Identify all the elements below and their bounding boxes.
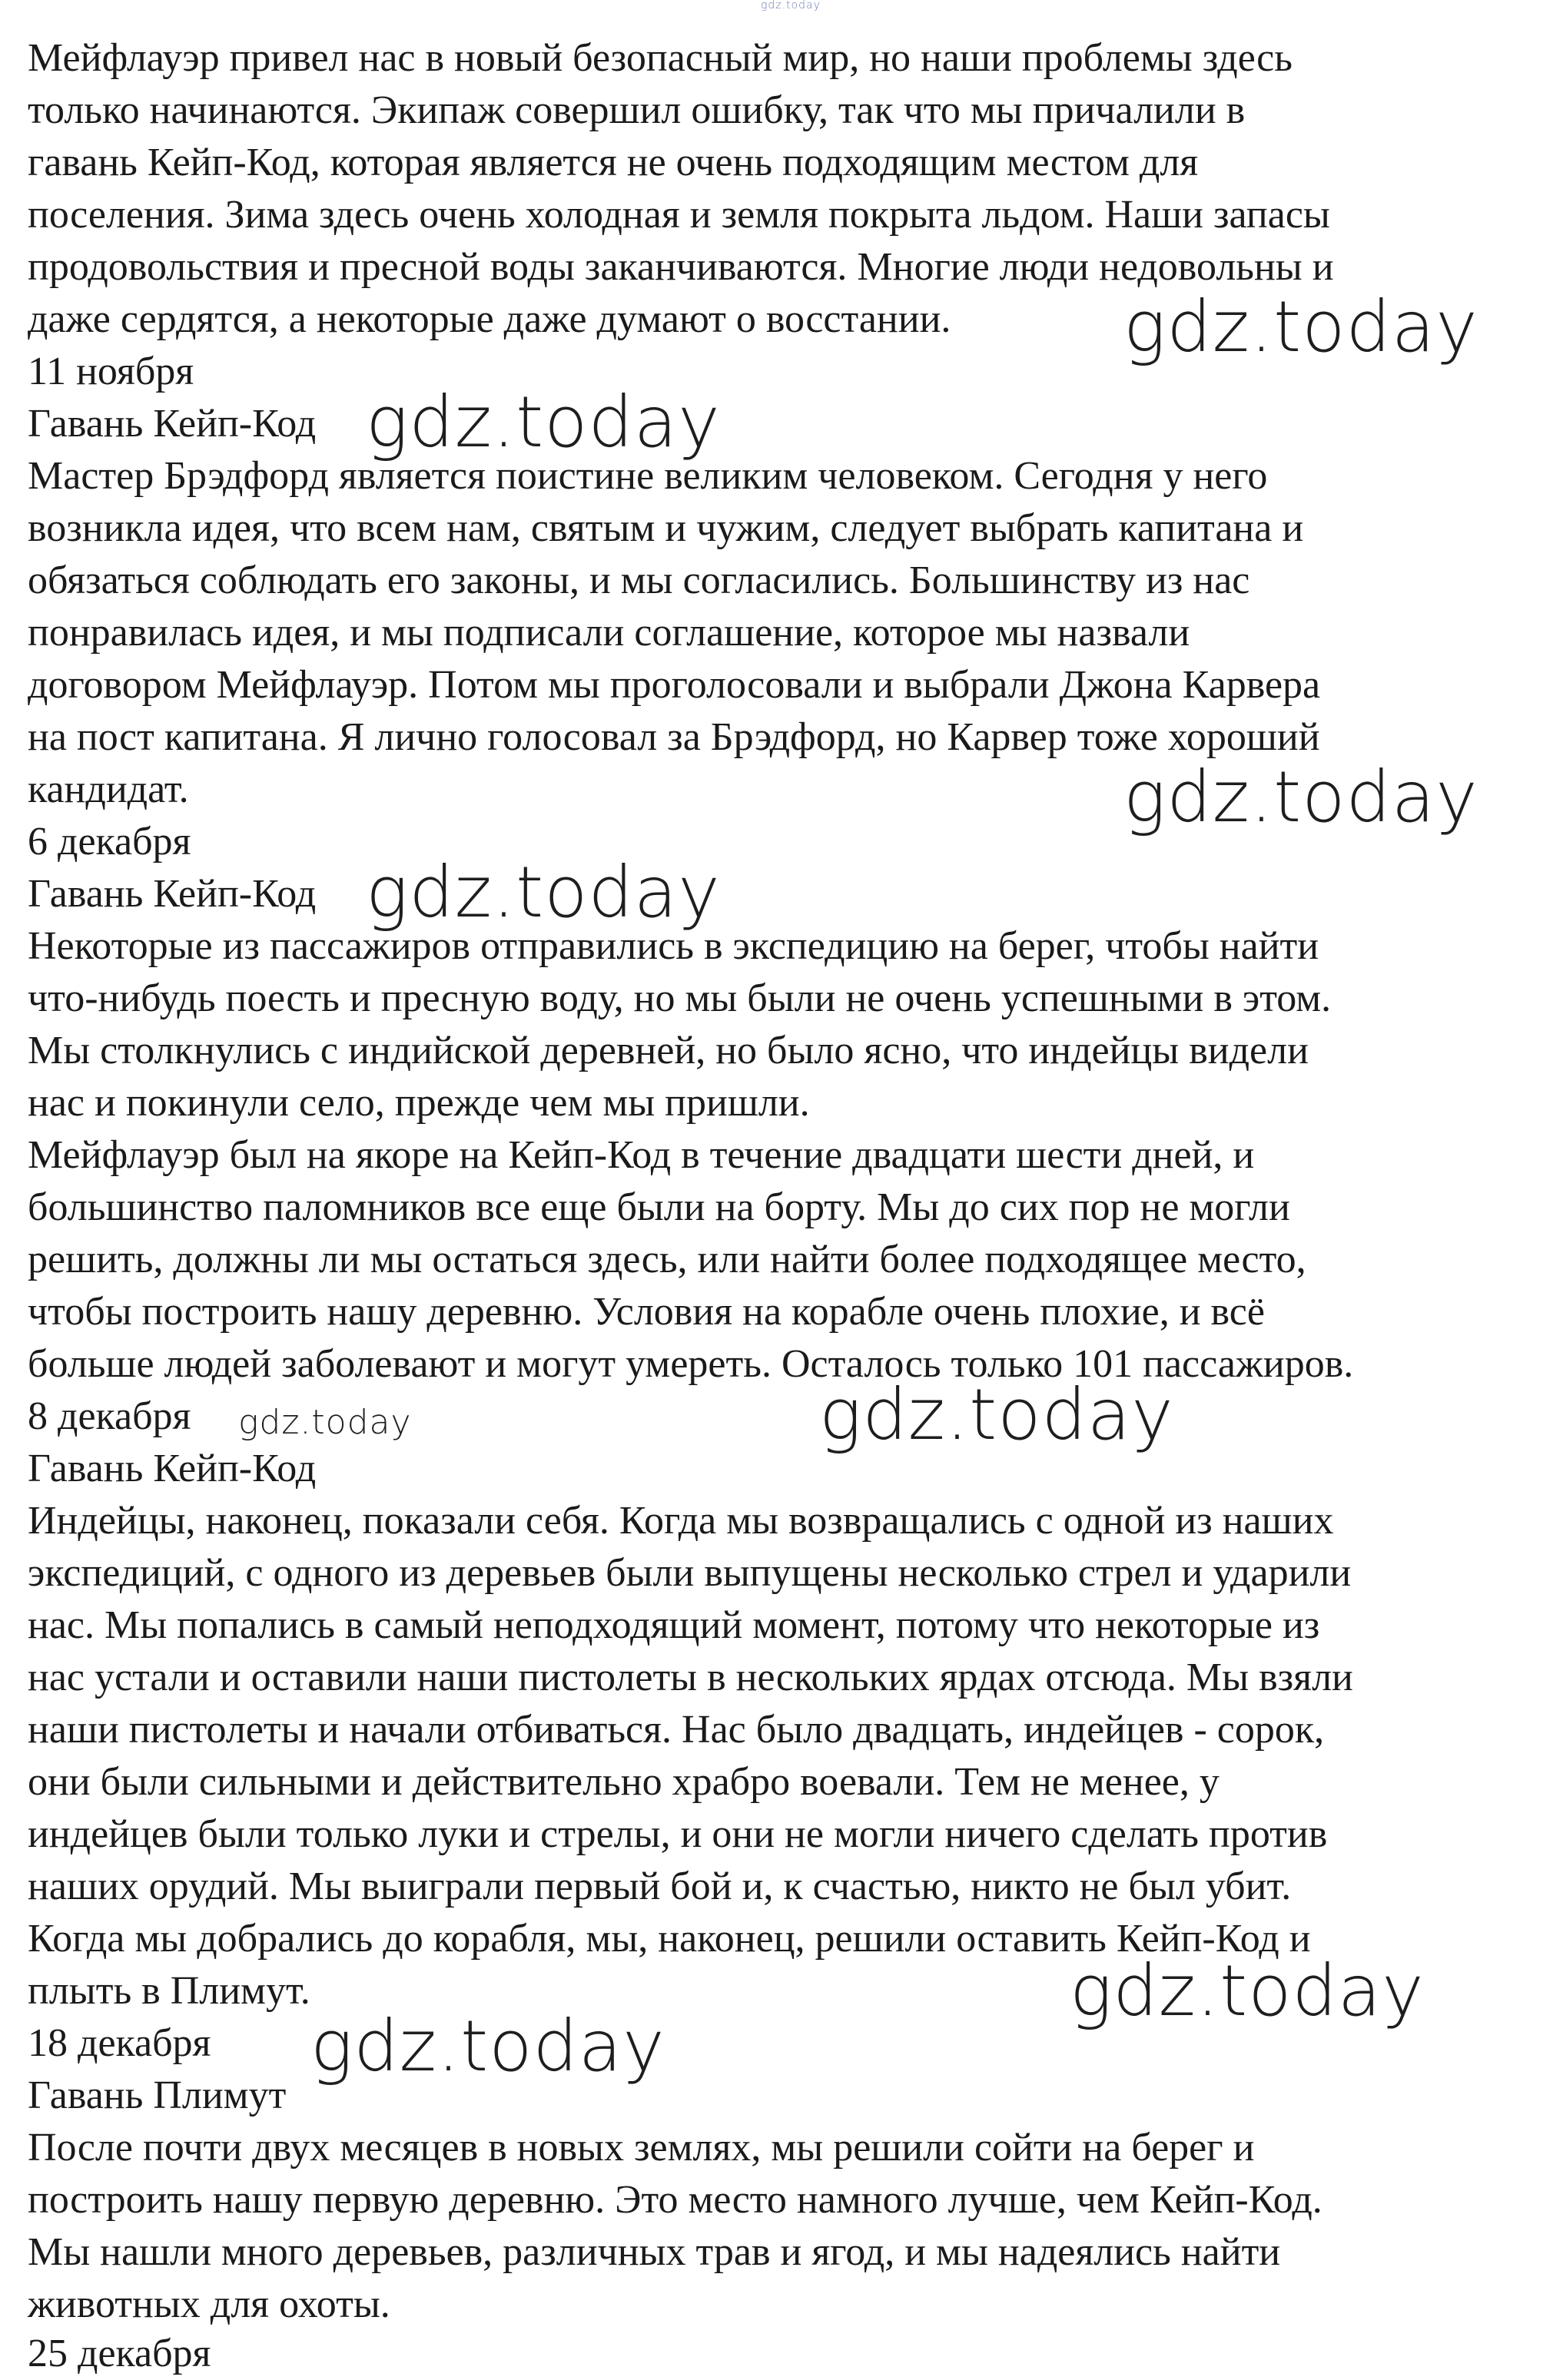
watermark: gdz.today xyxy=(819,1374,1174,1456)
watermark: gdz.today xyxy=(1070,1950,1425,2032)
watermark: gdz.today xyxy=(366,381,721,463)
text-line: Когда мы добрались до корабля, мы, наконец, решили оставить Кейп-Код и xyxy=(28,1917,1311,1961)
entry-place: Гавань Кейп-Код xyxy=(28,1447,317,1490)
text-line: что-нибудь поесть и пресную воду, но мы были не очень успешными в этом. xyxy=(28,976,1332,1020)
entry-place: Гавань Кейп-Код xyxy=(28,402,317,446)
text-line: продовольствия и пресной воды заканчиваются. Многие люди недовольны и xyxy=(28,245,1334,289)
text-line: После почти двух месяцев в новых землях, мы решили сойти на берег и xyxy=(28,2126,1255,2170)
text-line: животных для охоты. xyxy=(28,2282,390,2326)
text-line: индейцев были только луки и стрелы, и они не могли ничего сделать против xyxy=(28,1812,1328,1856)
text-line: Мы столкнулись с индийской деревней, но было ясно, что индейцы видели xyxy=(28,1029,1309,1072)
text-line: Мейфлауэр был на якоре на Кейп-Код в течение двадцати шести дней, и xyxy=(28,1133,1255,1177)
text-line: Мастер Брэдфорд является поистине великим человеком. Сегодня у него xyxy=(28,454,1268,498)
watermark: gdz.today xyxy=(238,1403,412,1442)
text-line: кандидат. xyxy=(28,767,189,811)
text-line: нас устали и оставили наши пистолеты в нескольких ярдах отсюда. Мы взяли xyxy=(28,1656,1353,1699)
entry-date: 6 декабря xyxy=(28,820,191,863)
text-line: экспедиций, с одного из деревьев были выпущены несколько стрел и ударили xyxy=(28,1551,1352,1595)
text-line: даже сердятся, а некоторые даже думают о восстании. xyxy=(28,297,951,341)
text-line: поселения. Зима здесь очень холодная и земля покрыта льдом. Наши запасы xyxy=(28,193,1330,237)
entry-date: 8 декабря xyxy=(28,1394,191,1438)
text-line: решить, должны ли мы остаться здесь, или найти более подходящее место, xyxy=(28,1238,1306,1281)
text-line: больше людей заболевают и могут умереть. Осталось только 101 пассажиров. xyxy=(28,1342,1354,1386)
entry-date: 25 декабря xyxy=(28,2332,211,2375)
text-line: Индейцы, наконец, показали себя. Когда мы возвращались с одной из наших xyxy=(28,1499,1334,1543)
watermark: gdz.today xyxy=(1123,756,1478,838)
text-line: договором Мейфлауэр. Потом мы проголосовали и выбрали Джона Карвера xyxy=(28,663,1321,707)
watermark: gdz.today xyxy=(1123,286,1478,368)
text-line: Некоторые из пассажиров отправились в экспедицию на берег, чтобы найти xyxy=(28,924,1319,968)
text-line: на пост капитана. Я лично голосовал за Брэдфорд, но Карвер тоже хороший xyxy=(28,715,1320,759)
text-line: наших орудий. Мы выиграли первый бой и, к счастью, никто не был убит. xyxy=(28,1865,1292,1908)
text-line: понравилась идея, и мы подписали соглашение, которое мы назвали xyxy=(28,611,1190,655)
entry-place: Гавань Кейп-Код xyxy=(28,872,317,916)
watermark: gdz.today xyxy=(310,2005,665,2087)
watermark-top: gdz.today xyxy=(761,0,821,12)
text-line: нас. Мы попались в самый неподходящий момент, потому что некоторые из xyxy=(28,1603,1320,1647)
text-line: большинство паломников все еще были на борту. Мы до сих пор не могли xyxy=(28,1185,1290,1229)
text-line: Мейфлауэр привел нас в новый безопасный мир, но наши проблемы здесь xyxy=(28,36,1293,80)
entry-place: Гавань Плимут xyxy=(28,2073,287,2117)
text-line: плыть в Плимут. xyxy=(28,1969,310,2013)
text-line: гавань Кейп-Код, которая является не очень подходящим местом для xyxy=(28,141,1199,184)
text-line: построить нашу первую деревню. Это место намного лучше, чем Кейп-Код. xyxy=(28,2178,1322,2222)
text-line: они были сильными и действительно храбро воевали. Тем не менее, у xyxy=(28,1760,1220,1804)
text-line: Мы нашли много деревьев, различных трав и ягод, и мы надеялись найти xyxy=(28,2230,1281,2274)
text-line: обязаться соблюдать его законы, и мы согласились. Большинству из нас xyxy=(28,559,1250,602)
text-line: наши пистолеты и начали отбиваться. Нас было двадцать, индейцев - сорок, xyxy=(28,1708,1325,1752)
entry-date: 11 ноября xyxy=(28,350,194,393)
watermark: gdz.today xyxy=(366,851,721,933)
text-line: чтобы построить нашу деревню. Условия на корабле очень плохие, и всё xyxy=(28,1290,1265,1334)
text-line: возникла идея, что всем нам, святым и чужим, следует выбрать капитана и xyxy=(28,506,1304,550)
text-line: только начинаются. Экипаж совершил ошибку, так что мы причалили в xyxy=(28,88,1246,132)
entry-date: 18 декабря xyxy=(28,2021,211,2065)
text-line: нас и покинули село, прежде чем мы пришли. xyxy=(28,1081,810,1125)
